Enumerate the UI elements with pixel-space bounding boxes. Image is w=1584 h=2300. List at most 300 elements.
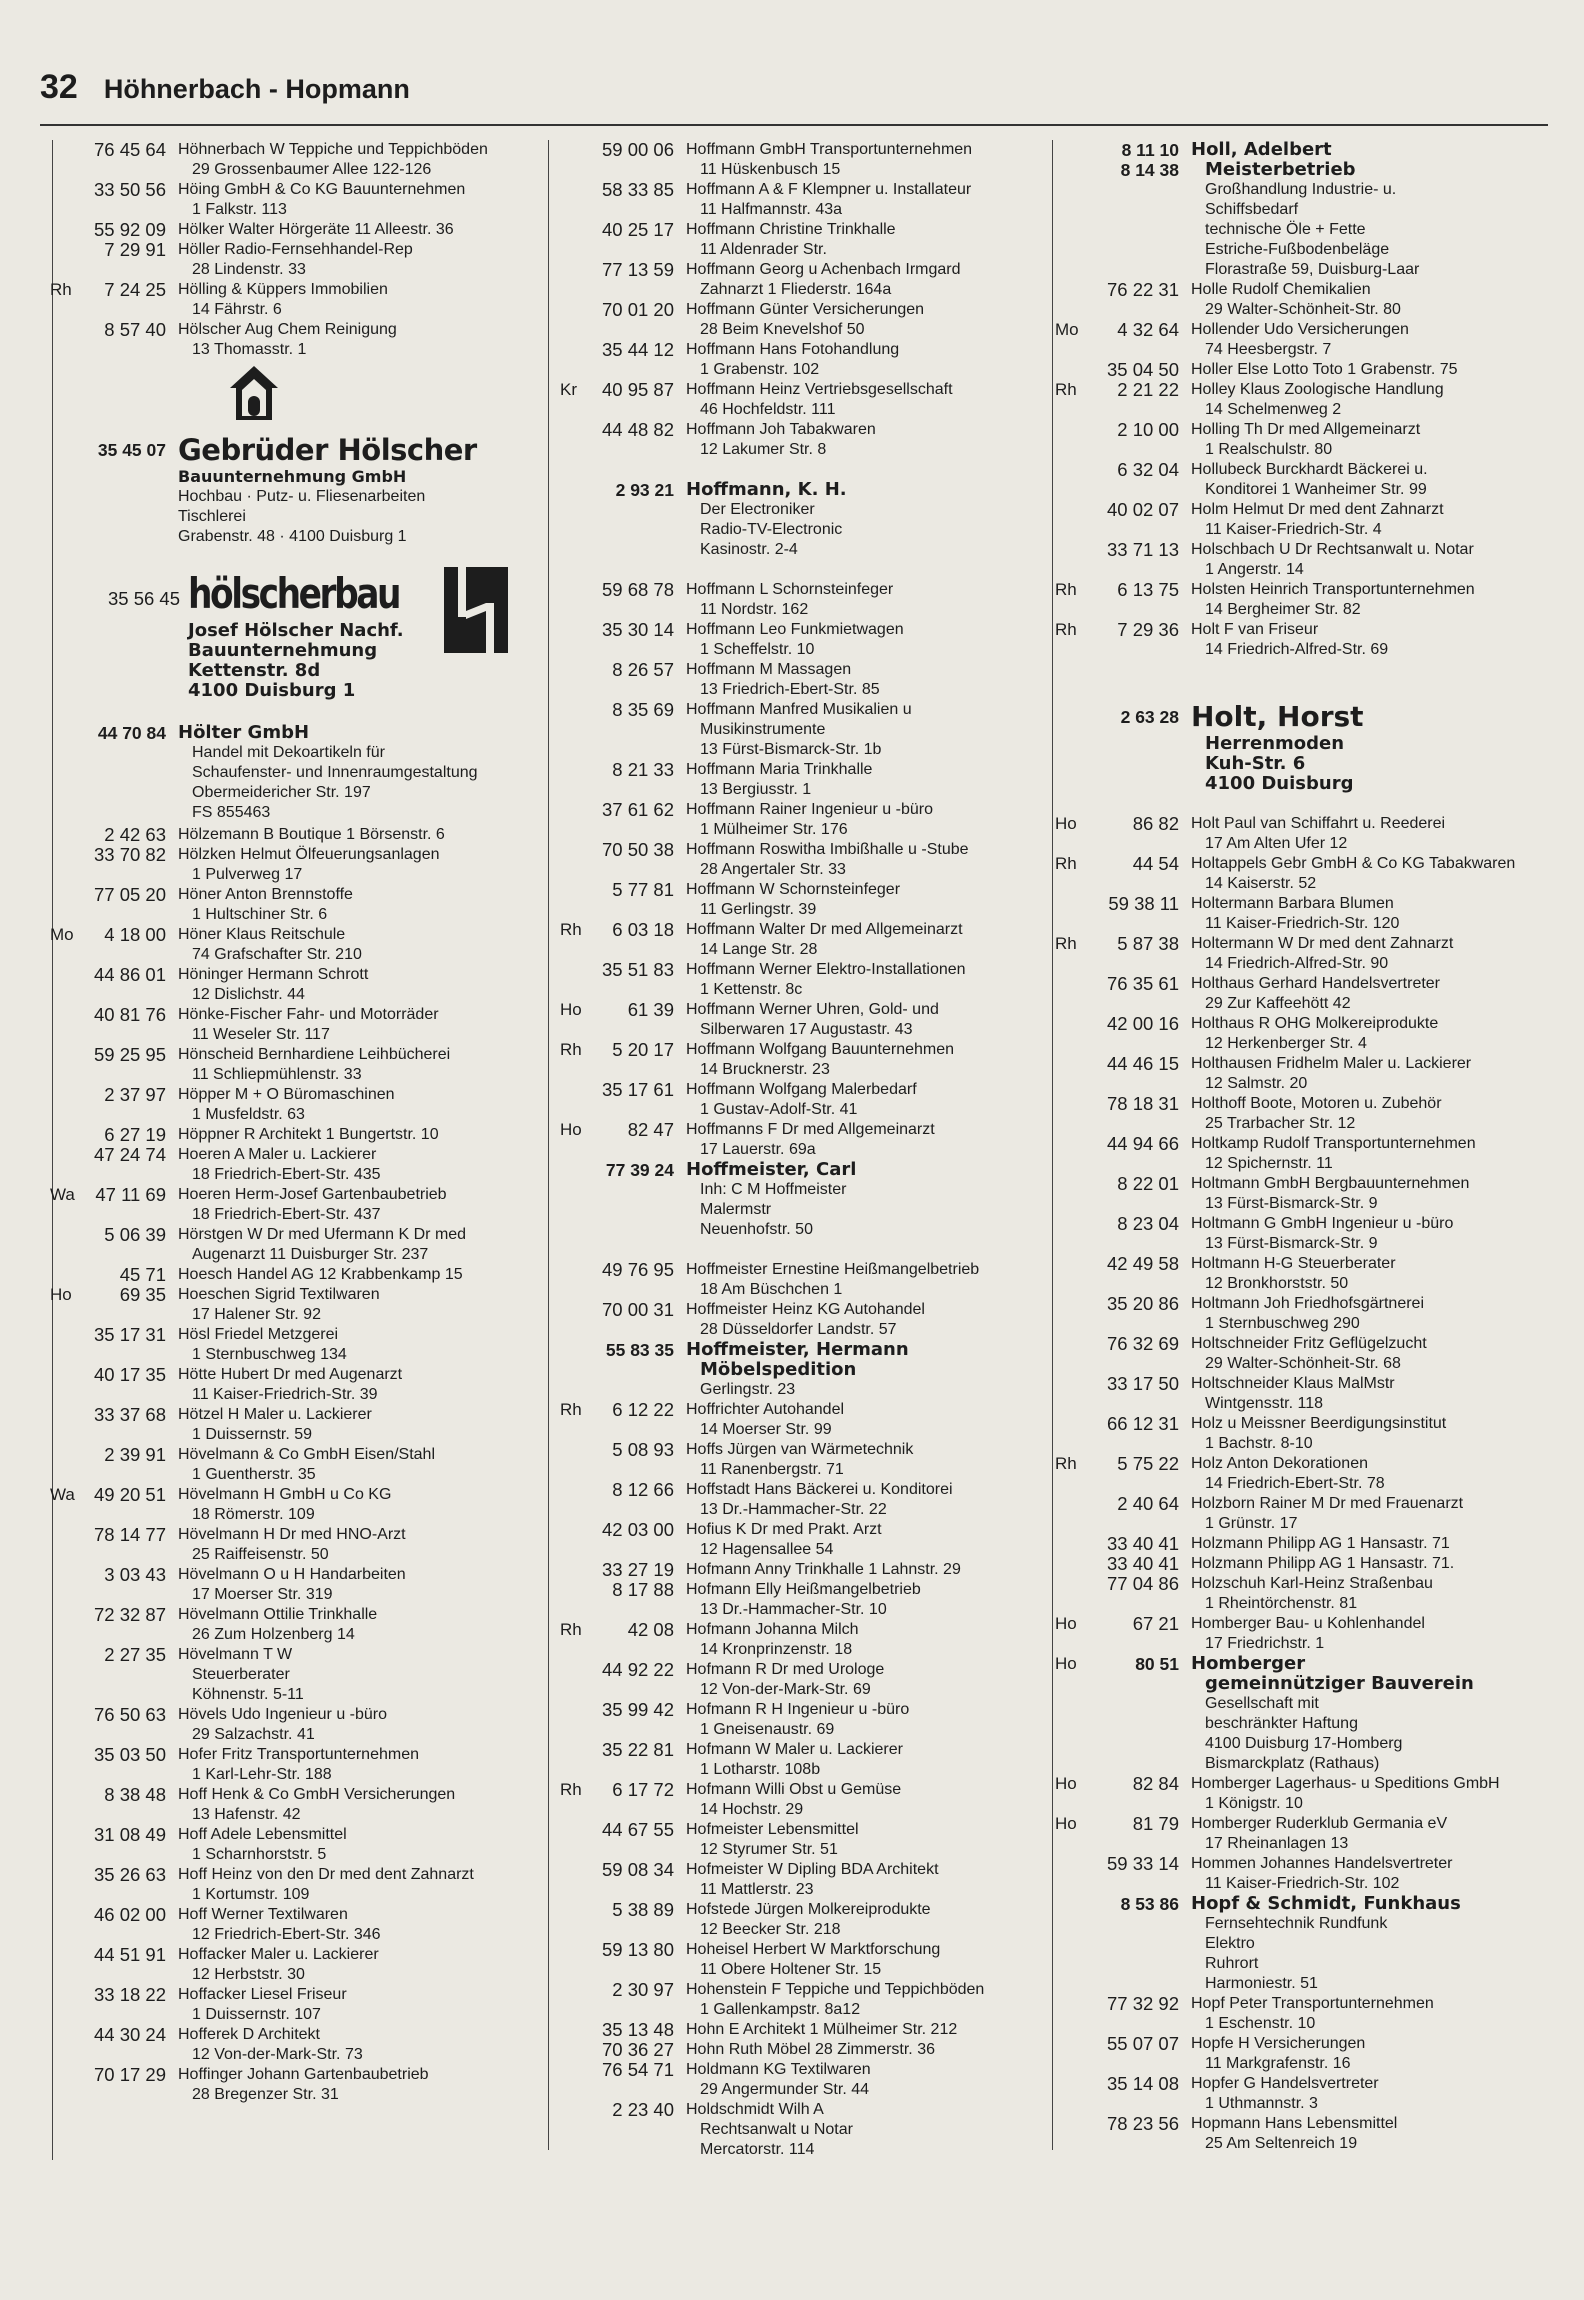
entry-text	[686, 1440, 1048, 1480]
entry-phone: 2 10 00	[1117, 419, 1179, 440]
entry-text	[686, 1860, 1048, 1900]
entry-phone: 5 38 89	[612, 1899, 674, 1920]
entry-prefix	[50, 965, 74, 1005]
entry-name: Holle Rudolf Chemikalien	[1191, 281, 1371, 298]
entry-text	[686, 620, 1048, 660]
entry-phone: 35 04 50	[1106, 359, 1179, 380]
listing-entry	[560, 580, 1048, 620]
listing-entry	[50, 1325, 550, 1365]
entry-phone: 35 44 12	[601, 339, 674, 360]
entry-name: Hoffstadt Hans Bäckerei u. Konditorei	[686, 1481, 953, 1498]
entry-phone: 8 11 10	[1121, 140, 1179, 160]
entry-text	[686, 1780, 1048, 1820]
listing-entry	[560, 700, 1048, 760]
entry-address: 18 Am Büschchen 1	[700, 1281, 843, 1298]
entry-text	[686, 340, 1048, 380]
entry-address: 26 Zum Holzenberg 14	[192, 1626, 355, 1643]
entry-name: Holtschneider Fritz Geflügelzucht	[1191, 1335, 1427, 1352]
ad-subtitle: Bauunternehmung GmbH	[178, 467, 407, 486]
entry-name: Holtappels Gebr GmbH & Co KG Tabakwaren	[1191, 855, 1516, 872]
entry-name: Hölzken Helmut Ölfeuerungsanlagen	[178, 846, 440, 863]
entry-name: Hoesch Handel AG 12 Krabbenkamp 15	[178, 1266, 463, 1283]
entry-phone: 2 93 21	[615, 480, 674, 500]
entry-bold-hoffmeister-carl	[560, 1160, 1048, 1240]
listing-entry	[560, 1900, 1048, 1940]
listing-entry	[1055, 1134, 1555, 1174]
hoelscherbau-logo-icon	[444, 567, 508, 653]
entry-phone: 35 13 48	[601, 2019, 674, 2040]
entry-prefix	[50, 1365, 74, 1405]
entry-phone: 44 86 01	[93, 964, 166, 985]
entry-address: 14 Brucknerstr. 23	[700, 1061, 830, 1078]
ad-city: 4100 Duisburg 1	[188, 680, 356, 701]
entry-address: 13 Bergiusstr. 1	[700, 781, 812, 798]
listing-entry	[560, 800, 1048, 840]
entry-name: Hoeschen Sigrid Textilwaren	[178, 1286, 380, 1303]
entry-address: 13 Fürst-Bismarck-Str. 9	[1205, 1195, 1378, 1212]
entry-subtitle: Meisterbetrieb	[1205, 159, 1356, 180]
entry-address: 13 Dr.-Hammacher-Str. 10	[700, 1601, 887, 1618]
entry-phone: 40 02 07	[1106, 499, 1179, 520]
listing-entry	[560, 1700, 1048, 1740]
house-logo-icon	[228, 362, 280, 424]
listing-entry	[50, 1525, 550, 1565]
entry-phone: 33 27 19	[601, 1559, 674, 1580]
entry-phone: 6 12 22	[612, 1399, 674, 1420]
entry-text	[178, 1225, 550, 1265]
listing-entry	[1055, 380, 1555, 420]
entry-text	[686, 1040, 1048, 1080]
entry-address: 13 Dr.-Hammacher-Str. 22	[700, 1501, 887, 1518]
entry-text	[1191, 1774, 1555, 1814]
entry-text	[686, 840, 1048, 880]
ad-company-name: Holt, Horst	[1191, 700, 1364, 733]
entry-text	[1191, 460, 1555, 500]
entry-phone: 31 08 49	[93, 1824, 166, 1845]
entry-prefix	[1055, 1494, 1095, 1534]
entry-phone: 2 37 97	[104, 1084, 166, 1105]
entry-phone: 2 21 22	[1117, 379, 1179, 400]
entry-address: 18 Römerstr. 109	[192, 1506, 315, 1523]
entry-name: Hoffmann L Schornsteinfeger	[686, 581, 894, 598]
entry-name: Holtmann G GmbH Ingenieur u -büro	[1191, 1215, 1454, 1232]
entry-prefix	[1055, 1094, 1095, 1134]
entry-text	[178, 1185, 550, 1225]
entry-address: 1 Rheintörchenstr. 81	[1205, 1595, 1358, 1612]
entry-phone: 44 48 82	[601, 419, 674, 440]
listing-entry	[50, 2025, 550, 2065]
entry-phone: 40 17 35	[93, 1364, 166, 1385]
ad-wordmark: hölscherbau	[188, 569, 400, 618]
entry-name: Hoffmann Wolfgang Malerbedarf	[686, 1081, 917, 1098]
entry-prefix: Wa	[50, 1485, 75, 1504]
entry-phone: 78 18 31	[1106, 1093, 1179, 1114]
ad-hoelter	[50, 723, 550, 823]
entry-prefix	[560, 620, 598, 660]
entry-bold-hoffmeister-hermann	[560, 1340, 1048, 1400]
listing-entry	[1055, 1414, 1555, 1454]
entry-address: 28 Beim Knevelshof 50	[700, 321, 865, 338]
entry-phone: 35 99 42	[601, 1699, 674, 1720]
entry-phone: 40 81 76	[93, 1004, 166, 1025]
entry-text	[1191, 360, 1555, 380]
entry-text	[178, 1785, 550, 1825]
listing-entry	[50, 1705, 550, 1745]
entry-name: Hoffrichter Autohandel	[686, 1401, 845, 1418]
entry-text	[1191, 1814, 1555, 1854]
entry-address: 25 Raiffeisenstr. 50	[192, 1546, 329, 1563]
entry-address: 12 Dislichstr. 44	[192, 986, 305, 1003]
entry-text	[686, 260, 1048, 300]
entry-text	[1191, 934, 1555, 974]
entry-name: Hoffmeister Heinz KG Autohandel	[686, 1301, 925, 1318]
listing-entry	[50, 1405, 550, 1445]
entry-prefix	[560, 580, 598, 620]
entry-text	[686, 1560, 1048, 1580]
listing-entry	[1055, 1574, 1555, 1614]
entry-address: Steuerberater	[192, 1666, 290, 1683]
entry-text	[178, 1565, 550, 1605]
entry-phone: 33 40 41	[1106, 1553, 1179, 1574]
listing-entry	[1055, 1054, 1555, 1094]
entry-name: Holthoff Boote, Motoren u. Zubehör	[1191, 1095, 1442, 1112]
entry-prefix	[560, 340, 598, 380]
entry-name: Hofmann R H Ingenieur u -büro	[686, 1701, 910, 1718]
entry-prefix	[50, 1605, 74, 1645]
entry-text	[1191, 1414, 1555, 1454]
listing-entry	[560, 2100, 1048, 2160]
col3-entries	[1055, 280, 1555, 660]
page-title: Höhnerbach - Hopmann	[103, 74, 410, 104]
entry-text	[178, 1365, 550, 1405]
entry-phone: 8 21 33	[612, 759, 674, 780]
entry-text	[178, 240, 550, 280]
entry-line: Ruhrort	[1205, 1955, 1259, 1972]
entry-prefix: Rh	[560, 920, 582, 939]
entry-line: Großhandlung Industrie- u.	[1205, 181, 1397, 198]
entry-text	[1191, 1994, 1555, 2034]
entry-prefix	[1055, 540, 1095, 580]
listing-entry	[560, 2060, 1048, 2100]
listing-entry	[560, 1620, 1048, 1660]
entry-name: Hofmann R Dr med Urologe	[686, 1661, 885, 1678]
listing-entry	[1055, 2034, 1555, 2074]
col3-entries-3	[1055, 1774, 1555, 1894]
entry-prefix	[50, 2025, 74, 2065]
entry-prefix	[1055, 2034, 1095, 2074]
listing-entry	[50, 1785, 550, 1825]
entry-address: 1 Hultschiner Str. 6	[192, 906, 328, 923]
entry-address: 11 Mattlerstr. 23	[700, 1881, 814, 1898]
entry-text	[178, 1045, 550, 1085]
entry-text	[686, 2100, 1048, 2160]
entry-address: 12 Herkenberger Str. 4	[1205, 1035, 1367, 1052]
entry-address: 12 Hagensallee 54	[700, 1541, 834, 1558]
col2-entries	[560, 140, 1048, 460]
entry-phone: 5 77 81	[612, 879, 674, 900]
entry-address: 1 Duissernstr. 107	[192, 2006, 321, 2023]
entry-text	[1191, 1174, 1555, 1214]
entry-name: Hövelmann Ottilie Trinkhalle	[178, 1606, 378, 1623]
entry-text	[178, 1985, 550, 2025]
listing-entry	[1055, 1534, 1555, 1554]
entry-name: Holtmann H-G Steuerberater	[1191, 1255, 1396, 1272]
entry-name: Holtermann Barbara Blumen	[1191, 895, 1394, 912]
entry-phone: 44 30 24	[93, 2024, 166, 2045]
ad-line: 4100 Duisburg	[1205, 773, 1354, 794]
entry-address: 1 Gneisenaustr. 69	[700, 1721, 835, 1738]
entry-name: Holler Else Lotto Toto 1 Grabenstr. 75	[1191, 361, 1458, 378]
entry-address: 18 Friedrich-Ebert-Str. 437	[192, 1206, 381, 1223]
entry-prefix	[1055, 1994, 1095, 2034]
listing-entry	[560, 2040, 1048, 2060]
listing-entry	[560, 1860, 1048, 1900]
entry-prefix	[1055, 420, 1095, 460]
entry-text	[686, 220, 1048, 260]
entry-phone: 76 50 63	[93, 1704, 166, 1725]
entry-line: Fernsehtechnik Rundfunk	[1205, 1915, 1388, 1932]
entry-text	[1191, 1134, 1555, 1174]
entry-phone: 6 17 72	[612, 1779, 674, 1800]
listing-entry	[1055, 1014, 1555, 1054]
entry-address: 29 Walter-Schönheit-Str. 80	[1205, 301, 1401, 318]
entry-phone: 35 51 83	[601, 959, 674, 980]
entry-name: Hövels Udo Ingenieur u -büro	[178, 1706, 388, 1723]
entry-phone: 35 17 31	[93, 1324, 166, 1345]
entry-address: 17 Friedrichstr. 1	[1205, 1635, 1325, 1652]
entry-prefix	[560, 260, 598, 300]
entry-prefix: Rh	[1055, 934, 1077, 953]
entry-name: Hoffs Jürgen van Wärmetechnik	[686, 1441, 914, 1458]
entry-name: Homberger	[1191, 1653, 1306, 1674]
entry-line: Estriche-Fußbodenbeläge	[1205, 241, 1390, 258]
entry-phone: 2 42 63	[104, 824, 166, 845]
entry-bold-hopf-schmidt	[1055, 1894, 1555, 1994]
entry-name: Hoffmann Roswitha Imbißhalle u -Stube	[686, 841, 969, 858]
entry-phone: 6 13 75	[1117, 579, 1179, 600]
entry-prefix	[560, 760, 598, 800]
entry-name: Holdmann KG Textilwaren	[686, 2061, 871, 2078]
entry-name: Hopf & Schmidt, Funkhaus	[1191, 1893, 1461, 1914]
entry-text	[686, 660, 1048, 700]
entry-address: Augenarzt 11 Duisburger Str. 237	[192, 1246, 429, 1263]
entry-phone: 70 50 38	[601, 839, 674, 860]
entry-text	[686, 1900, 1048, 1940]
entry-text	[686, 920, 1048, 960]
entry-phone: 2 27 35	[104, 1644, 166, 1665]
listing-entry	[1055, 1554, 1555, 1574]
entry-phone: 33 40 41	[1106, 1533, 1179, 1554]
entry-name: Hofferek D Architekt	[178, 2026, 320, 2043]
entry-name: Hofmann Johanna Milch	[686, 1621, 859, 1638]
col3-entries-2	[1055, 814, 1555, 1654]
entry-name: Hölscher Aug Chem Reinigung	[178, 321, 397, 338]
entry-text	[178, 885, 550, 925]
entry-line: Florastraße 59, Duisburg-Laar	[1205, 261, 1420, 278]
entry-prefix	[560, 840, 598, 880]
entry-name: Hopfe H Versicherungen	[1191, 2035, 1366, 2052]
entry-prefix	[560, 1820, 598, 1860]
entry-phone: 59 25 95	[93, 1044, 166, 1065]
listing-entry	[50, 1645, 550, 1705]
entry-text	[178, 965, 550, 1005]
entry-prefix	[50, 1645, 74, 1705]
entry-name: Hoffmann Hans Fotohandlung	[686, 341, 900, 358]
entry-name: Hofmann Anny Trinkhalle 1 Lahnstr. 29	[686, 1561, 961, 1578]
entry-prefix	[560, 220, 598, 260]
entry-phone: 5 08 93	[612, 1439, 674, 1460]
listing-entry	[1055, 2074, 1555, 2114]
entry-address: 11 Gerlingstr. 39	[700, 901, 817, 918]
entry-text	[178, 1945, 550, 1985]
entry-address: 14 Friedrich-Alfred-Str. 69	[1205, 641, 1389, 658]
entry-address: 12 Friedrich-Ebert-Str. 346	[192, 1926, 381, 1943]
entry-phone: 44 92 22	[601, 1659, 674, 1680]
entry-phone: 66 12 31	[1106, 1413, 1179, 1434]
entry-address: 12 Von-der-Mark-Str. 73	[192, 2046, 363, 2063]
entry-address: 1 Grabenstr. 102	[700, 361, 820, 378]
entry-address: 12 Spichernstr. 11	[1205, 1155, 1333, 1172]
entry-name: Holthaus Gerhard Handelsvertreter	[1191, 975, 1441, 992]
entry-prefix	[1055, 1294, 1095, 1334]
entry-text	[1191, 1574, 1555, 1614]
entry-address: 13 Fürst-Bismarck-Str. 9	[1205, 1235, 1378, 1252]
entry-text	[686, 2020, 1048, 2040]
col2-entries-3	[560, 1260, 1048, 1340]
entry-text	[686, 380, 1048, 420]
listing-entry	[560, 340, 1048, 380]
entry-phone: 78 14 77	[93, 1524, 166, 1545]
listing-entry	[560, 660, 1048, 700]
entry-line: Inh: C M Hoffmeister	[700, 1181, 847, 1198]
entry-text	[178, 2025, 550, 2065]
listing-entry	[1055, 1614, 1555, 1654]
ad-phone: 44 70 84	[97, 723, 166, 743]
entry-address: 13 Hafenstr. 42	[192, 1806, 301, 1823]
entry-line: Schiffsbedarf	[1205, 201, 1299, 218]
entry-text	[1191, 2114, 1555, 2154]
entry-phone: 7 24 25	[104, 279, 166, 300]
entry-text	[686, 1300, 1048, 1340]
entry-prefix	[50, 240, 74, 280]
entry-phone: 44 46 15	[1106, 1053, 1179, 1074]
entry-text	[1191, 1494, 1555, 1534]
listing-entry	[1055, 1094, 1555, 1134]
entry-text	[686, 880, 1048, 920]
entry-prefix: Rh	[1055, 580, 1077, 599]
entry-address: 28 Bregenzer Str. 31	[192, 2086, 339, 2103]
ad-hoelscherbau	[50, 563, 550, 701]
entry-phone: 76 32 69	[1106, 1333, 1179, 1354]
ad-line: Tischlerei	[178, 508, 246, 525]
entry-prefix	[50, 1865, 74, 1905]
entry-phone: 8 12 66	[612, 1479, 674, 1500]
entry-phone: 77 05 20	[93, 884, 166, 905]
entry-prefix	[560, 660, 598, 700]
entry-address: Silberwaren 17 Augustastr. 43	[700, 1021, 913, 1038]
entry-prefix: Ho	[1055, 814, 1077, 833]
entry-text	[686, 960, 1048, 1000]
listing-entry	[560, 1560, 1048, 1580]
entry-phone: 33 50 56	[93, 179, 166, 200]
entry-prefix	[1055, 1554, 1095, 1574]
entry-name: Hoffmann Christine Trinkhalle	[686, 221, 896, 238]
entry-name: Homberger Bau- u Kohlenhandel	[1191, 1615, 1425, 1632]
entry-phone: 59 13 80	[601, 1939, 674, 1960]
entry-prefix	[560, 1860, 598, 1900]
entry-name: Hoffmann Walter Dr med Allgemeinarzt	[686, 921, 963, 938]
entry-prefix	[1055, 1574, 1095, 1614]
listing-entry	[50, 1865, 550, 1905]
entry-address: 1 Gallenkampstr. 8a12	[700, 2001, 861, 2018]
entry-text	[178, 180, 550, 220]
listing-entry	[560, 1400, 1048, 1440]
entry-bold-holl	[1055, 140, 1555, 160]
entry-text	[1191, 1554, 1555, 1574]
ad-line: Schaufenster- und Innenraumgestaltung	[192, 764, 478, 781]
entry-address: 14 Schelmenweg 2	[1205, 401, 1342, 418]
entry-text	[178, 1865, 550, 1905]
entry-name: Höhnerbach W Teppiche und Teppichböden	[178, 141, 488, 158]
ad-street: Kettenstr. 8d	[188, 660, 321, 681]
entry-text	[686, 760, 1048, 800]
entry-address: 11 Kaiser-Friedrich-Str. 120	[1205, 915, 1400, 932]
entry-text	[178, 1525, 550, 1565]
entry-text	[686, 140, 1048, 180]
entry-phone: 44 67 55	[601, 1819, 674, 1840]
listing-entry	[50, 1145, 550, 1185]
entry-address: 11 Markgrafenstr. 16	[1205, 2055, 1351, 2072]
entry-prefix	[50, 1265, 74, 1285]
listing-entry	[1055, 1994, 1555, 2034]
entry-prefix	[1055, 1174, 1095, 1214]
ad-line: Handel mit Dekoartikeln für	[192, 744, 385, 761]
entry-text	[686, 1980, 1048, 2020]
listing-entry	[50, 180, 550, 220]
entry-phone: 77 39 24	[605, 1160, 674, 1180]
entry-text	[686, 580, 1048, 620]
entry-address: 29 Grossenbaumer Allee 122-126	[192, 161, 432, 178]
entry-phone: 70 36 27	[601, 2039, 674, 2060]
entry-text	[1191, 380, 1555, 420]
entry-prefix	[560, 880, 598, 920]
entry-prefix: Rh	[1055, 620, 1077, 639]
entry-prefix	[560, 2100, 598, 2160]
ad-company-name: Hölter GmbH	[178, 722, 310, 743]
listing-entry	[1055, 1494, 1555, 1534]
entry-prefix	[50, 1405, 74, 1445]
entry-prefix: Rh	[1055, 854, 1077, 873]
ad-line: Kuh-Str. 6	[1205, 753, 1306, 774]
entry-name: Hoheisel Herbert W Marktforschung	[686, 1941, 941, 1958]
entry-phone: 76 45 64	[93, 139, 166, 160]
listing-entry	[560, 180, 1048, 220]
entry-phone: 47 24 74	[93, 1144, 166, 1165]
ad-subtitle: Bauunternehmung	[188, 640, 378, 661]
listing-entry	[50, 1045, 550, 1085]
entry-name: Hohn E Architekt 1 Mülheimer Str. 212	[686, 2021, 958, 2038]
entry-address: 1 Lotharstr. 108b	[700, 1761, 821, 1778]
entry-text	[1191, 974, 1555, 1014]
column-3	[1055, 140, 1555, 2154]
entry-address: 29 Zur Kaffeehött 42	[1205, 995, 1351, 1012]
entry-name: Höller Radio-Fernsehhandel-Rep	[178, 241, 413, 258]
entry-address: 28 Lindenstr. 33	[192, 261, 306, 278]
entry-phone: 42 03 00	[601, 1519, 674, 1540]
entry-phone: 6 32 04	[1117, 459, 1179, 480]
entry-prefix	[560, 2060, 598, 2100]
entry-phone: 8 53 86	[1120, 1894, 1179, 1914]
